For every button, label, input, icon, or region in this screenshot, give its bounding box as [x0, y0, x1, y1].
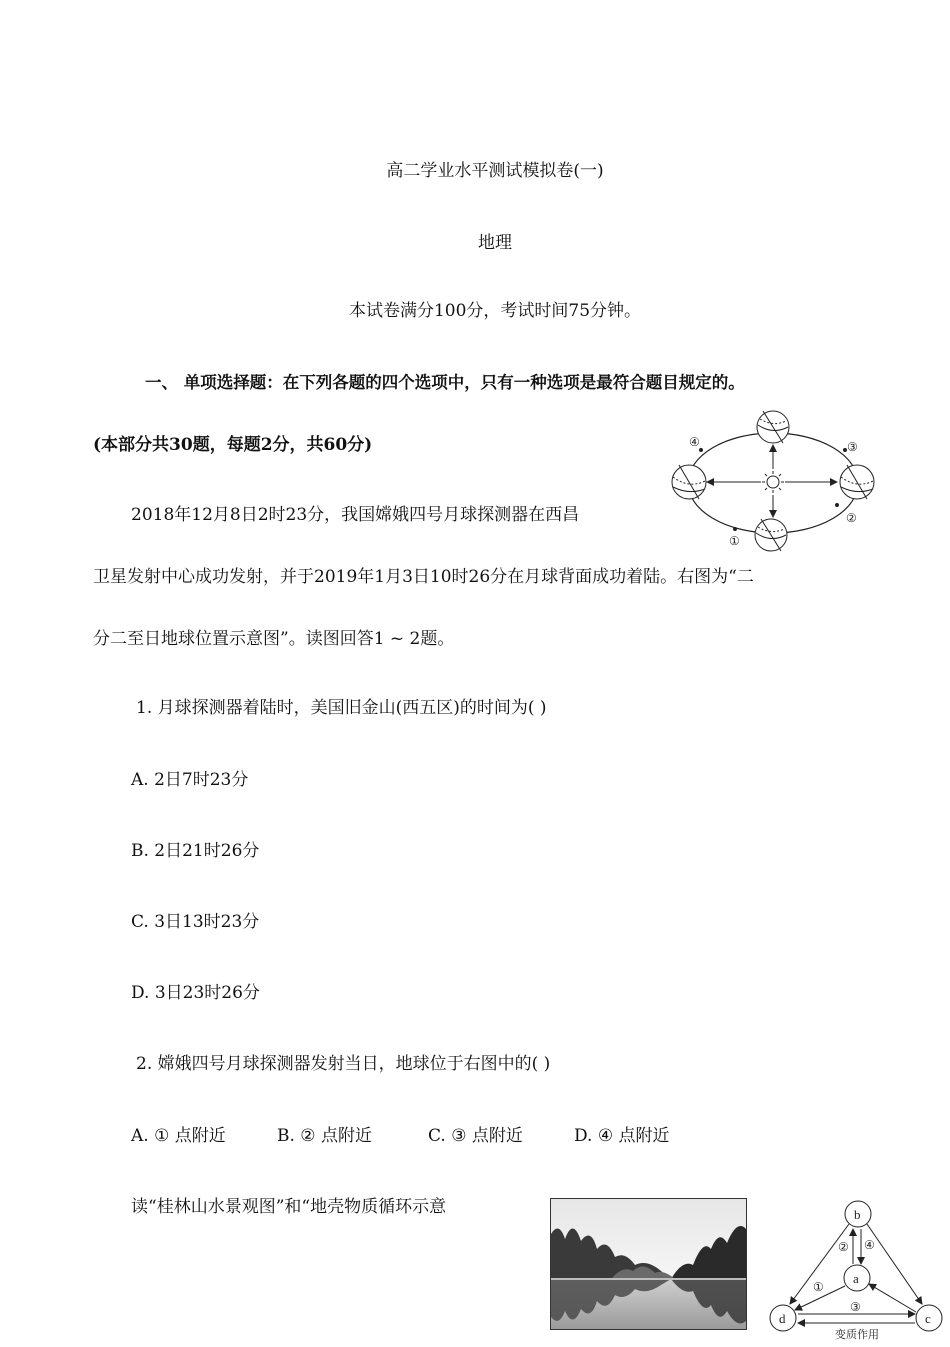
- orbit-marker-3: ③: [847, 440, 858, 454]
- cycle-node-b: b: [854, 1207, 861, 1222]
- exam-instructions: 本试卷满分100分，考试时间75分钟。: [348, 301, 642, 321]
- orbit-marker-1: ①: [729, 534, 740, 548]
- subject-title: 地理: [478, 233, 512, 253]
- question-2-option-a: A. ① 点附近: [131, 1126, 226, 1146]
- passage2-line1: 读“桂林山水景观图”和“地壳物质循环示意: [131, 1197, 447, 1217]
- cycle-arrow-3: ③: [850, 1300, 861, 1314]
- question-1-option-d: D. 3日23时26分: [131, 983, 260, 1003]
- question-2-option-c: C. ③ 点附近: [428, 1126, 523, 1146]
- cycle-arrow-4: ④: [864, 1238, 875, 1252]
- cycle-arrow-1: ①: [813, 1280, 824, 1294]
- cycle-node-c: c: [925, 1311, 931, 1326]
- section-note: (本部分共30题，每题2分，共60分): [93, 435, 373, 455]
- cycle-caption: 变质作用: [835, 1329, 879, 1341]
- guilin-landscape-photo: [550, 1198, 747, 1330]
- question-2-option-d: D. ④ 点附近: [574, 1126, 670, 1146]
- question-1-stem: 1. 月球探测器着陆时，美国旧金山(西五区)的时间为( ): [136, 698, 547, 718]
- question-2-stem: 2. 嫦娥四号月球探测器发射当日，地球位于右图中的( ): [136, 1054, 551, 1074]
- question-1-option-b: B. 2日21时26分: [131, 841, 260, 861]
- passage1-line1: 2018年12月8日2时23分，我国嫦娥四号月球探测器在西昌: [131, 505, 580, 525]
- earth-bottom: [755, 519, 787, 551]
- question-2-option-b: B. ② 点附近: [277, 1126, 372, 1146]
- section-heading: 一、 单项选择题：在下列各题的四个选项中，只有一种选项是最符合题目规定的。: [145, 373, 745, 392]
- earth-right: [840, 465, 874, 499]
- crust-cycle-diagram: [765, 1196, 945, 1342]
- passage1-line3: 分二至日地球位置示意图”。读图回答1 ~ 2题。: [93, 629, 455, 649]
- cycle-node-d: d: [779, 1311, 786, 1326]
- cycle-node-a: a: [853, 1271, 859, 1286]
- passage1-line2: 卫星发射中心成功发射，并于2019年1月3日10时26分在月球背面成功着陆。右图为“二: [93, 567, 754, 587]
- orbit-marker-4: ④: [689, 435, 700, 449]
- earth-top: [757, 411, 789, 443]
- cycle-arrow-2: ②: [838, 1240, 849, 1254]
- exam-title: 高二学业水平测试模拟卷(一): [386, 161, 604, 181]
- sun-icon: [762, 471, 784, 493]
- earth-orbit-diagram: [665, 405, 885, 560]
- question-1-option-a: A. 2日7时23分: [131, 770, 249, 790]
- earth-left: [672, 465, 706, 499]
- orbit-marker-2: ②: [846, 511, 857, 525]
- question-1-option-c: C. 3日13时23分: [131, 912, 260, 932]
